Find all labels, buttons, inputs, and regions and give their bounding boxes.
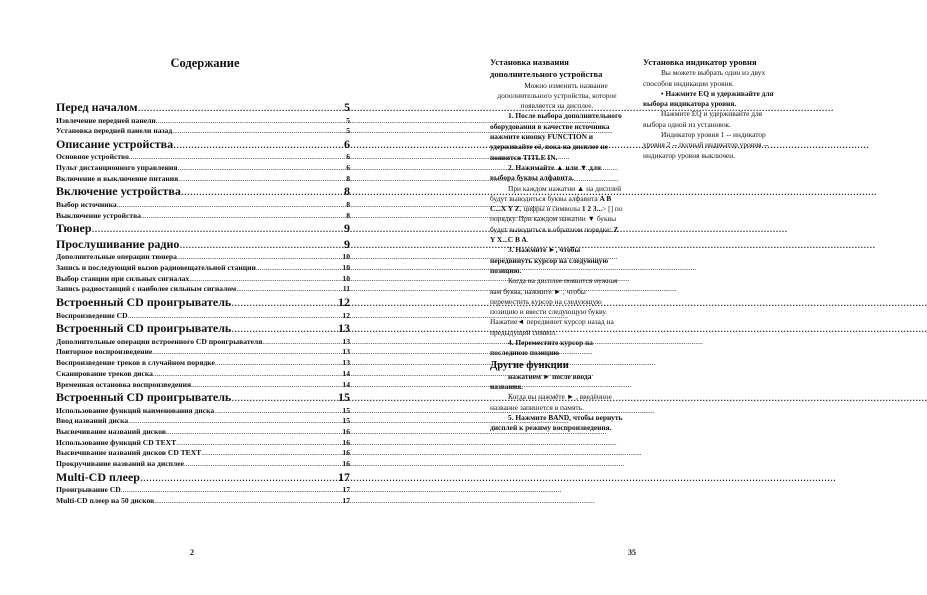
toc-leader-dots <box>177 252 342 263</box>
toc-entry-title: Перед началом <box>56 100 138 114</box>
alphabet-text-f: буквы будут выводиться в обратном порядке: <box>490 214 617 234</box>
toc-entry <box>56 337 350 348</box>
toc-entry <box>56 100 350 116</box>
toc-entry-page: 5 <box>346 126 350 136</box>
toc-entry <box>56 274 350 285</box>
right-arrow-icon: ► <box>566 392 575 402</box>
toc-entry-title: Выключение устройства <box>56 210 141 220</box>
toc-leader-dots <box>156 116 346 127</box>
toc-entry-title: Встроенный CD проигрыватель <box>56 295 232 310</box>
step-2-or: или <box>565 162 579 172</box>
toc-entry-title: Выбор станции при сильных сигналах <box>56 273 190 283</box>
table-of-contents <box>56 100 350 507</box>
toc-entry-title: Тюнер <box>56 221 92 236</box>
toc-entry-page: 12 <box>342 310 350 320</box>
level-indicator-heading: Установка индикатор уровня <box>643 57 757 67</box>
toc-leader-dots <box>191 380 342 391</box>
toc-leader-dots <box>128 311 343 322</box>
step-2-text-a: 2. Нажимайте <box>508 162 555 172</box>
cursor-paragraph <box>490 276 624 338</box>
step-4-cont <box>490 372 624 393</box>
level-intro-paragraph: Вы можете выбрать один из двух способов индикации уровня. <box>643 68 766 88</box>
toc-entry-page: 6 <box>346 163 350 173</box>
toc-entry-title: Установка передней панели назад <box>56 126 173 136</box>
toc-entry <box>56 470 350 486</box>
down-arrow-icon: ▼ <box>579 162 588 172</box>
toc-entry <box>56 116 350 127</box>
step-2-text-b: для выбора буквы алфавита. <box>490 162 601 183</box>
toc-entry <box>56 358 350 369</box>
toc-entry <box>56 252 350 263</box>
toc-leader-dots <box>176 438 342 449</box>
toc-entry-page: 9 <box>344 221 350 236</box>
down-arrow-icon: ▼ <box>587 214 595 224</box>
toc-leader-dots <box>138 100 344 116</box>
left-arrow-icon: ◄ <box>517 317 525 327</box>
toc-entry-page: 16 <box>342 427 350 437</box>
toc-entry-title: Встроенный CD проигрыватель <box>56 321 232 336</box>
toc-entry-page: 10 <box>342 252 350 262</box>
toc-leader-dots <box>141 211 346 222</box>
toc-entry-page: 17 <box>338 469 350 484</box>
toc-entry <box>56 496 350 507</box>
step-3-text-a: 3. Нажмите <box>508 245 547 255</box>
toc-leader-dots <box>173 137 344 153</box>
other-functions-heading: Другие функции <box>490 359 569 371</box>
toc-entry-page: 15 <box>338 390 350 405</box>
toc-entry-page: 8 <box>344 184 350 199</box>
cursor-text-b: , чтобы переместить курсор на следующую позицию и ввести следующую букву. Нажатие <box>490 286 608 327</box>
level-paragraph-3: Индикатор уровня 1 -- индикатор уровня 2 -- полный индикатор уровня -- индикатор уровня выключен. <box>643 130 769 160</box>
toc-entry <box>56 448 350 459</box>
toc-entry-title: Проигрывание CD <box>56 485 121 495</box>
toc-entry-page: 17 <box>342 485 350 495</box>
toc-leader-dots <box>129 152 346 163</box>
toc-entry-title: Прокручивание названий на дисплее <box>56 459 184 469</box>
toc-entry-page: 8 <box>346 173 350 183</box>
toc-entry-page: 5 <box>346 115 350 125</box>
step-3-text-b: , чтобы передвинуть курсор на следующую позицию. <box>490 245 609 275</box>
toc-entry-title: Multi-CD плеер на 50 дисков <box>56 496 155 505</box>
left-page-number: 2 <box>190 548 194 557</box>
toc-entry-title: Использование функций CD TEXT <box>56 437 177 447</box>
toc-leader-dots <box>231 321 338 337</box>
toc-entry-title: Запись и последующий вызов радиовещательной станции <box>56 263 256 272</box>
toc-entry <box>56 369 350 380</box>
toc-entry-page: 14 <box>342 379 350 389</box>
toc-entry <box>56 211 350 222</box>
toc-entry-page: 10 <box>342 273 350 283</box>
toc-leader-dots <box>236 284 343 295</box>
right-arrow-icon: ► <box>542 371 551 381</box>
column-aux-title <box>490 56 624 433</box>
aux-title-heading: Установка названия дополнительного устройства <box>490 57 603 80</box>
toc-leader-dots <box>128 416 342 427</box>
step-4-cont-text-a: нажатием <box>508 371 542 381</box>
alphabet-text-e: При каждом нажатии <box>518 214 586 224</box>
toc-entry <box>56 237 350 253</box>
toc-title: Содержание <box>170 56 240 70</box>
toc-leader-dots <box>152 347 342 358</box>
toc-entry-title: Повторное воспроизведение <box>56 347 153 357</box>
toc-entry <box>56 184 350 200</box>
alphabet-text-d: > [] по порядку. <box>490 204 623 224</box>
toc-entry-page: 16 <box>342 459 350 469</box>
cursor-text-a: Когда на дисплее появится нужная вам буква, нажмите <box>490 276 618 296</box>
toc-entry-title: Включение и выключение питания <box>56 173 179 183</box>
toc-entry-page: 11 <box>342 284 350 294</box>
toc-entry-page: 8 <box>346 199 350 209</box>
toc-entry <box>56 174 350 185</box>
level-step-1: • Нажмите EQ и удерживайте для выбора индикатора уровня. <box>643 88 774 109</box>
left-page <box>0 0 420 595</box>
toc-entry-title: Основное устройство <box>56 152 129 162</box>
step-4-cont-text-b: после ввода названия. <box>490 371 592 391</box>
toc-entry-title: Высвечивание названий дисков <box>56 427 166 437</box>
toc-entry-title: Ввод названий диска <box>56 416 129 426</box>
toc-entry <box>56 347 350 358</box>
toc-entry-page: 6 <box>344 136 350 151</box>
step-3 <box>490 245 624 276</box>
toc-entry-page: 10 <box>342 263 350 272</box>
toc-entry-title: Multi-CD плеер <box>56 469 140 484</box>
toc-leader-dots <box>179 237 344 253</box>
toc-entry <box>56 311 350 322</box>
up-arrow-icon: ▲ <box>576 183 585 193</box>
toc-leader-dots <box>121 485 343 496</box>
toc-entry <box>56 137 350 153</box>
toc-entry <box>56 438 350 449</box>
toc-entry <box>56 263 350 274</box>
toc-leader-dots <box>215 358 343 369</box>
toc-entry-page: 13 <box>342 336 350 346</box>
toc-leader-dots <box>172 126 346 137</box>
toc-leader-dots <box>177 163 346 174</box>
right-page-number: 35 <box>628 548 636 557</box>
toc-leader-dots <box>154 496 342 507</box>
toc-entry-page: 17 <box>342 496 350 505</box>
memory-text-a: Когда вы нажмёте <box>508 392 565 402</box>
toc-entry-title: Включение устройства <box>56 184 181 199</box>
column-level-indicator <box>643 56 783 161</box>
toc-entry-title: Пульт дистанционного управления <box>56 163 178 173</box>
toc-leader-dots <box>166 427 342 438</box>
toc-entry <box>56 295 350 311</box>
memory-paragraph <box>490 392 624 413</box>
toc-entry-title: Прослушивание радио <box>56 236 180 251</box>
toc-leader-dots <box>231 295 338 311</box>
right-arrow-icon: ► <box>548 245 556 255</box>
toc-entry-page: 9 <box>344 236 350 251</box>
toc-leader-dots <box>140 470 338 486</box>
toc-entry-page: 14 <box>342 368 350 378</box>
up-arrow-icon: ▲ <box>556 162 564 172</box>
toc-entry-title: Дополнительные операции тюнера <box>56 252 177 262</box>
toc-leader-dots <box>256 263 343 274</box>
memory-text-b: , введённое название запишется в память. <box>490 392 612 412</box>
toc-leader-dots <box>184 459 342 470</box>
toc-entry-title: Извлечение передней панели <box>56 115 156 125</box>
alphabet-text-a: При каждом нажатии <box>508 183 576 193</box>
toc-entry <box>56 221 350 237</box>
toc-entry-page: 13 <box>338 321 350 336</box>
toc-leader-dots <box>117 200 347 211</box>
toc-leader-dots <box>189 274 342 285</box>
step-4: 4. Переместите курсор на последнюю позицию <box>490 338 593 358</box>
toc-entry-title: Воспроизведение CD <box>56 310 128 320</box>
alphabet-text-b: на дисплей будут выводиться буквы алфавита <box>490 183 622 203</box>
toc-entry <box>56 390 350 406</box>
toc-entry <box>56 200 350 211</box>
toc-entry <box>56 321 350 337</box>
toc-entry <box>56 459 350 470</box>
toc-entry-title: Использование функций наименования диска <box>56 405 215 415</box>
toc-entry-page: 12 <box>338 295 350 310</box>
toc-entry-page: 15 <box>342 416 350 426</box>
alphabet-text-c: , цифры и символы <box>519 204 580 214</box>
toc-entry-title: Сканирование треков диска <box>56 368 153 378</box>
toc-leader-dots <box>181 184 344 200</box>
toc-entry-page: 8 <box>346 210 350 220</box>
toc-entry-page: 16 <box>342 448 350 458</box>
toc-entry <box>56 152 350 163</box>
cursor-text-c: передвинет курсор назад на предыдущий символ. <box>490 317 614 337</box>
toc-entry-page: 13 <box>342 358 350 368</box>
toc-entry-title: Запись радиостанций с наиболее сильным сигналом <box>56 284 237 294</box>
alphabet-digits: 1 2 3... <box>581 204 603 214</box>
toc-entry-page: 15 <box>342 405 350 415</box>
aux-intro-paragraph: Можно изменить название дополнительного устройства, которое появляется на дисплее. <box>497 80 617 111</box>
right-arrow-icon: ► <box>553 286 562 296</box>
toc-leader-dots <box>231 390 338 406</box>
toc-entry-title: Воспроизведение треков в случайном порядке <box>56 358 215 368</box>
toc-leader-dots <box>178 174 346 185</box>
step-2 <box>490 163 624 184</box>
step-5: 5. Нажмите BAND, чтобы вернуть дисплей к режиму воспроизведения. <box>490 412 623 433</box>
level-paragraph-2: Нажмите EQ и удерживайте для выбора одной из установок. <box>643 109 763 129</box>
toc-entry-title: Встроенный CD проигрыватель <box>56 390 232 405</box>
toc-leader-dots <box>201 448 342 459</box>
toc-leader-dots <box>262 337 342 348</box>
toc-entry-page: 13 <box>342 347 350 357</box>
alphabet-paragraph: При каждом нажатии ▲ на дисплей будут выводиться буквы алфавита A B C...X Y Z, цифры и символы 1 2 3...> [] по порядку. При каждом нажатии ▼ буквы будут выводиться в обратном порядке: Z Y X...C B A. <box>490 183 623 245</box>
toc-entry <box>56 485 350 496</box>
toc-entry-page: 6 <box>346 152 350 162</box>
toc-leader-dots <box>92 221 345 237</box>
toc-entry <box>56 406 350 417</box>
right-page <box>420 0 839 595</box>
toc-entry <box>56 427 350 438</box>
alphabet-letters: A B C...X Y Z <box>490 193 612 214</box>
toc-entry-title: Временная остановка воспроизведения <box>56 379 192 389</box>
toc-entry <box>56 416 350 427</box>
alphabet-reverse: Z Y X...C B A <box>490 224 619 245</box>
toc-leader-dots <box>214 406 342 417</box>
toc-entry-page: 16 <box>342 437 350 447</box>
toc-entry-page: 5 <box>344 100 350 114</box>
toc-entry-title: Высвечивание названий дисков CD TEXT <box>56 448 202 458</box>
toc-entry <box>56 380 350 391</box>
toc-entry <box>56 284 350 295</box>
toc-entry-title: Выбор источника <box>56 199 117 209</box>
toc-entry <box>56 126 350 137</box>
toc-entry <box>56 163 350 174</box>
toc-entry-title: Описание устройства <box>56 136 174 151</box>
toc-leader-dots <box>153 369 342 380</box>
step-1: 1. После выбора дополнительного оборудования в качестве источника нажмите кнопку FUNCTION и удерживайте её, пока на дисплее не появится TITLE IN. <box>490 111 622 162</box>
toc-entry-title: Дополнительные операции встроенного CD проигрывателя <box>56 336 263 346</box>
